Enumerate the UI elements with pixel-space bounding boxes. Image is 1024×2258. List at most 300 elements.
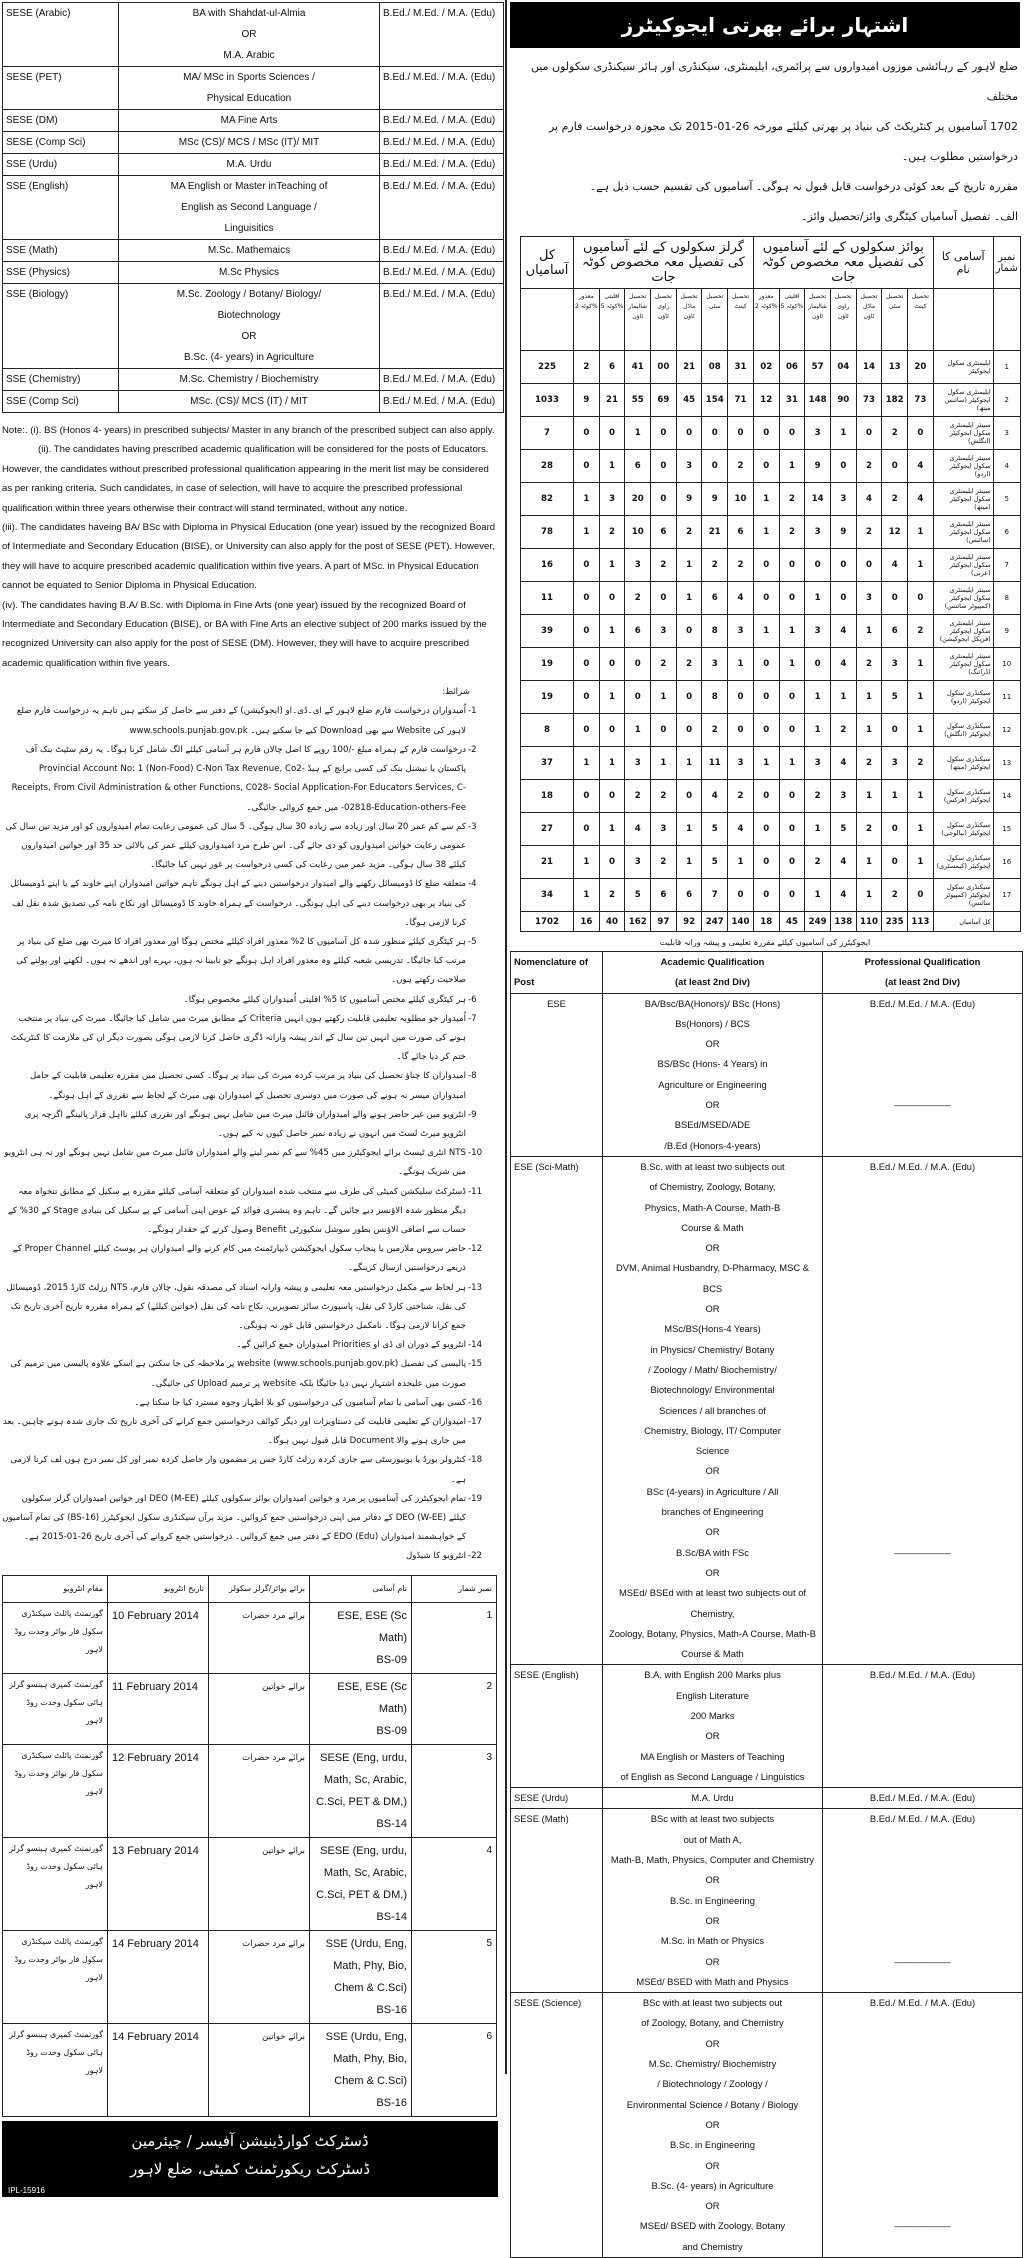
boys-vacancy-count: 6 — [882, 615, 908, 648]
professional-qualification — [823, 1788, 1023, 1809]
qualification-line — [826, 1177, 1019, 1197]
condition-text: NTS انٹری ٹیسٹ برائے ایجوکیٹرز میں 45% سے کم نمبر لینے والے امیدواران فائنل میرٹ میں شامل نہیں ہونگے اور نہ ہی انٹرویو میں شریک ہونگے۔ — [4, 1148, 466, 1178]
boys-vacancy-count: 2 — [856, 516, 882, 549]
condition-text: اُمیدوار جو مطلوبہ تعلیمی قابلیت رکھتے ہوں انہیں Criteria کے مطابق میرٹ میں شامل کیا جائیگا۔ میرٹ کی بنیاد پر منتخب ہونے کی صورت میں انہیں تین سال کے اندر پیشہ وارانہ ڈگری حاصل کرنا لازمی ہوگی بصورت دیگر ان کی ملازمت کا کنٹریکٹ ختم کر دیا جائے گا۔ — [10, 1013, 466, 1063]
schedule-header: تاریخ انٹرویو — [108, 1575, 209, 1602]
girls-vacancy-count: 5 — [702, 813, 728, 846]
girls-vacancy-count: 1 — [676, 813, 702, 846]
intro-line: مقررہ تاریخ کے بعد کوئی درخواست قابل قبول نہ ہوگی۔ آسامیوں کی تقسیم حسب ذیل ہے۔ — [589, 180, 1018, 193]
qualification-line — [826, 1014, 1019, 1034]
qualification-line: Course & Math — [681, 1221, 744, 1233]
interview-date: 13 February 2014 — [108, 1837, 209, 1930]
academic-qualification — [119, 176, 380, 240]
serial-number: 3 — [993, 417, 1020, 450]
girls-vacancy-count: 6 — [702, 582, 728, 615]
professional-qualification: B.Ed./ M.Ed. / M.A. (Edu) — [380, 67, 504, 110]
qualification-line: B.Sc/BA with FSc — [676, 1546, 749, 1558]
condition-number: -1 — [468, 706, 477, 717]
boys-vacancy-count: 1 — [753, 483, 779, 516]
interview-date: 10 February 2014 — [108, 1602, 209, 1673]
boys-vacancy-count: 9 — [830, 516, 856, 549]
boys-total: 235 — [882, 912, 908, 932]
boys-vacancy-count: 57 — [805, 351, 831, 384]
post-name: ایلیمنٹری سکول ایجوکیٹر (سائنس میتھ) — [933, 384, 993, 417]
boys-vacancy-count: 2 — [779, 516, 805, 549]
condition-text: درخواست فارم کے ہمراہ مبلغ -/100 روپے کا اصل چالان فارم ہر آسامی کیلئے الگ شامل کرنا ہوگا۔ یہ رقم سٹیٹ بنک آف پاکستان یا نیشنل بنک کی کسی برانچ کے ہیڈ Provincial Account No: 1 (Non-Food) C-Non Tax Revenue, Co2-Receipts, From Civil Administration & other Functions, C028- Social Application-For Educators Services, C-02818-Education-others-Fee- میں جمع کروائی جائیگی۔ — [11, 744, 466, 813]
qualification-line: MSc. (CS)/ MCS (IT) / MIT — [190, 396, 308, 407]
table-row — [3, 262, 504, 284]
post-name: SESE (PET) — [3, 67, 119, 110]
girls-vacancy-count: 3 — [651, 813, 677, 846]
boys-vacancy-count: 0 — [856, 549, 882, 582]
qualification-line — [826, 2176, 1019, 2196]
qualification-line: OR — [241, 29, 257, 40]
qualification-line: 200 Marks — [690, 1709, 735, 1721]
boys-vacancy-count: 2 — [856, 648, 882, 681]
total-vacancies: 19 — [521, 648, 574, 681]
qualification-line: —————— — [894, 1099, 951, 1111]
girls-vacancy-count: 0 — [676, 780, 702, 813]
post-line: BS-16 — [376, 2096, 407, 2109]
professional-qualification — [823, 993, 1023, 1156]
girls-vacancy-count: 4 — [728, 582, 754, 615]
professional-qualification: B.Ed./ M.Ed. / M.A. (Edu) — [380, 262, 504, 284]
qualification-line: BA with Shahdat-ul-Almia — [192, 8, 306, 19]
serial-number: 9 — [993, 615, 1020, 648]
boys-vacancy-count: 20 — [908, 351, 934, 384]
qualification-line: B.Sc. in Engineering — [670, 2139, 755, 2151]
boys-vacancy-count: 2 — [882, 879, 908, 912]
qualification-line: M.Sc. Chemistry/ Biochemistry — [648, 2058, 777, 2070]
serial-number: 4 — [412, 1837, 497, 1930]
boys-vacancy-count: 0 — [753, 879, 779, 912]
condition-number: -22 — [468, 1551, 483, 1562]
post-line: SSE (Urdu, Eng, — [325, 2030, 407, 2043]
condition-item — [2, 741, 500, 818]
serial-number: 14 — [993, 780, 1020, 813]
condition-text: کسی بھی آسامی یا تمام آسامیوں کی درخواستوں کو بلا اظہار وجوہ مسترد کیا جا سکتا ہے۔ — [134, 1397, 466, 1408]
qualification-line — [826, 2034, 1019, 2054]
post-line: Math) — [378, 1631, 407, 1644]
post-names — [310, 1602, 412, 1673]
post-name: SSE (Physics) — [3, 262, 119, 284]
condition-item — [2, 1010, 500, 1068]
girls-vacancy-count: 2 — [651, 648, 677, 681]
professional-qualification: B.Ed./ M.Ed. / M.A. (Edu) — [380, 132, 504, 154]
qualification-line: OR — [705, 1038, 720, 1050]
header-line: (at least 2nd Div) — [674, 976, 751, 988]
boys-vacancy-count: 0 — [779, 879, 805, 912]
condition-item — [2, 1336, 500, 1355]
intro-line: 1702 آسامیوں پر کنٹریکٹ کی بنیاد پر بھرتی کیلئے مورخہ 26-01-2015 تک مجوزہ درخواست فارم پر درخواستیں مطلوب ہیں۔ — [548, 120, 1018, 163]
boys-vacancy-count: 14 — [805, 483, 831, 516]
qualification-line: BSEd/MSED/ADE — [674, 1119, 751, 1131]
school-gender: برائے خواتین — [209, 1673, 310, 1744]
nomenclature-header: Nomenclature of Post — [511, 952, 603, 994]
boys-vacancy-count: 0 — [753, 648, 779, 681]
qualification-line — [826, 1279, 1019, 1299]
interview-venue: گورنمنٹ کمپری ہینسو گرلز ہائی سکول وحدت روڈ لاہور — [3, 1673, 108, 1744]
total-vacancies: 37 — [521, 747, 574, 780]
girls-vacancy-count: 0 — [702, 417, 728, 450]
professional-header — [823, 952, 1023, 994]
qualification-line — [826, 1830, 1019, 1850]
qualification-line — [826, 2135, 1019, 2155]
post-name: سیکنڈری سکول ایجوکیٹر (کمپیوٹر سائنس) — [933, 879, 993, 912]
girls-vacancy-count: 3 — [728, 747, 754, 780]
boys-vacancy-count: 1 — [805, 714, 831, 747]
quota-column-header: تحصیل راوی ٹاؤن — [651, 289, 677, 351]
girls-vacancy-count: 0 — [574, 417, 600, 450]
serial-number: 16 — [993, 846, 1020, 879]
post-line: BS-16 — [376, 2003, 407, 2016]
qualification-line: / Biotechnology / Zoology / — [657, 2078, 768, 2090]
qualification-line — [826, 1911, 1019, 1931]
boys-vacancy-count: 1 — [908, 846, 934, 879]
post-names — [310, 2023, 412, 2116]
qualification-line: —————— — [894, 1546, 951, 1558]
footer-signature — [2, 2121, 498, 2197]
subheader-blank — [521, 289, 574, 351]
qualification-line: B.Ed./ M.Ed. / M.A. (Edu) — [869, 1997, 976, 2009]
girls-vacancy-count: 0 — [728, 681, 754, 714]
boys-vacancy-count: 1 — [856, 780, 882, 813]
boys-vacancy-count: 1 — [856, 879, 882, 912]
right-column — [510, 0, 1022, 2258]
quota-column-header: تحصیل شالیمار ٹاؤن — [625, 289, 651, 351]
qualification-line: M.Sc. in Math or Physics — [660, 1935, 765, 1947]
girls-vacancy-count: 1 — [625, 417, 651, 450]
girls-vacancy-count: 08 — [702, 351, 728, 384]
girls-vacancy-count: 10 — [625, 516, 651, 549]
post-line: SESE (Eng, urdu, — [320, 1844, 407, 1857]
post-name: SSE (Biology) — [3, 284, 119, 369]
academic-qualification — [119, 110, 380, 132]
qualification-line: Environmental Science / Botany / Biology — [626, 2098, 799, 2110]
boys-vacancy-count: 2 — [908, 615, 934, 648]
girls-vacancy-count: 2 — [599, 879, 625, 912]
condition-text: ہر کیٹگری کیلئے منظور شدہ کل آسامیوں کا 2% معذور افراد کیلئے مختص ہوگا اور معذور افراد کا میرٹ بھی ضلع کی بنیاد پر مرتب کیا جائیگا۔ تدریسی شعبہ کیلئے وہ معذور افراد اہل ہونگے جو نابینا نہ ہوں، بہرے اور اندھے نہ ہوں۔ لکھنے اور بولنے کی صلاحیت رکھتے ہوں۔ — [16, 936, 466, 986]
condition-item — [2, 1355, 500, 1393]
qualification-line: B.Sc. with at least two subjects out — [640, 1160, 785, 1172]
boys-vacancy-count: 2 — [779, 483, 805, 516]
girls-vacancy-count: 3 — [625, 549, 651, 582]
boys-vacancy-count: 1 — [753, 516, 779, 549]
boys-vacancy-count: 1 — [856, 714, 882, 747]
boys-vacancy-count: 1 — [753, 615, 779, 648]
qualification-line: M.Sc. Zoology / Botany/ Biology/ — [176, 289, 322, 300]
vacancy-row — [521, 549, 1021, 582]
left-column — [0, 0, 505, 2197]
boys-vacancy-count: 3 — [830, 483, 856, 516]
girls-vacancy-count: 3 — [625, 747, 651, 780]
academic-qualification — [119, 132, 380, 154]
boys-vacancy-count: 0 — [779, 582, 805, 615]
table-row — [3, 240, 504, 262]
qualification-line: Biotechnology/ Environmental — [650, 1384, 775, 1396]
girls-total: 247 — [702, 912, 728, 932]
girls-vacancy-count: 1 — [574, 747, 600, 780]
school-gender: برائے خواتین — [209, 2023, 310, 2116]
boys-vacancy-count: 4 — [830, 648, 856, 681]
boys-total: 249 — [805, 912, 831, 932]
boys-vacancy-count: 02 — [753, 351, 779, 384]
condition-text: ہر لحاظ سے مکمل درخواستیں معہ تعلیمی و پیشہ وارانہ اسناد کی مصدقہ نقول، چالان فارم، NTS رزلٹ کارڈ 2015، ڈومیسائل کی نقل، شناختی کارڈ کی نقل، پاسپورٹ سائز تصویریں، نکاح نامہ کی نقل (خواتین کیلئے) کے ہمراہ مقررہ تاریخ آخری تاریخ تک جمع کرانا لازمی ہوگا۔ نامکمل درخواستیں قابل غور نہ ہونگی۔ — [6, 1282, 466, 1331]
qualification-line — [826, 1401, 1019, 1421]
qualification-line: B.Sc. in Engineering — [670, 1894, 755, 1906]
qualification-line — [826, 1340, 1019, 1360]
girls-vacancy-count: 0 — [702, 450, 728, 483]
serial-number: 17 — [993, 879, 1020, 912]
qualification-line — [826, 1891, 1019, 1911]
qualification-line: B.Ed./ M.Ed. / M.A. (Edu) — [869, 1792, 976, 1804]
girls-vacancy-count: 4 — [728, 813, 754, 846]
interview-venue: گورنمنٹ پائلٹ سیکنڈری سکول فار بوائز وحدت روڈ لاہور — [3, 1744, 108, 1837]
note-paragraph: (iv). The candidates having B.A/ B.Sc. with Diploma in Fine Arts (one year) issued by the recognized Board of Intermediate and Secondary Education (BISE), or BA with Fine Arts an elective subject of 200 marks issued by the recognized University can also apply for the post of SESE (DM). However, they will have to acquire prescribed academic qualification within five years. — [2, 599, 487, 669]
qualification-line: B.Sc. (4- years) in Agriculture — [183, 352, 315, 363]
boys-vacancy-count: 5 — [830, 813, 856, 846]
boys-vacancy-count: 0 — [753, 681, 779, 714]
condition-number: -7 — [468, 1013, 477, 1024]
condition-item — [2, 818, 500, 876]
boys-vacancy-count: 73 — [908, 384, 934, 417]
boys-vacancy-count: 1 — [856, 681, 882, 714]
boys-vacancy-count: 2 — [882, 417, 908, 450]
total-vacancies: 8 — [521, 714, 574, 747]
boys-vacancy-count: 0 — [753, 780, 779, 813]
boys-vacancy-count: 0 — [882, 450, 908, 483]
serial-number: 1 — [993, 351, 1020, 384]
post-name: SSE (Urdu) — [3, 154, 119, 176]
academic-qualification — [119, 3, 380, 67]
boys-vacancy-count: 0 — [753, 450, 779, 483]
girls-total: 162 — [625, 912, 651, 932]
girls-vacancy-count: 1 — [574, 879, 600, 912]
professional-qualification: B.Ed./ M.Ed. / M.A. (Edu) — [380, 240, 504, 262]
post-name: ایلیمنٹری سکول ایجوکیٹر — [933, 351, 993, 384]
serial-number: 15 — [993, 813, 1020, 846]
vacancy-row — [521, 450, 1021, 483]
boys-vacancy-count: 0 — [753, 549, 779, 582]
condition-number: -10 — [468, 1148, 483, 1159]
girls-vacancy-count: 41 — [625, 351, 651, 384]
girls-vacancy-count: 2 — [728, 780, 754, 813]
girls-vacancy-count: 0 — [651, 450, 677, 483]
boys-vacancy-count: 2 — [830, 714, 856, 747]
post-nomenclature: SESE (English) — [511, 1665, 603, 1788]
qualification-line: English as Second Language / — [181, 202, 317, 213]
qualification-line: M.Sc. Chemistry / Biochemistry — [179, 374, 319, 385]
girls-vacancy-count: 2 — [625, 780, 651, 813]
post-line: C.Sci, PET & DM,) — [316, 1888, 407, 1901]
girls-vacancy-count: 0 — [574, 648, 600, 681]
qualification-row — [511, 1809, 1023, 1993]
header-line: Professional Qualification — [864, 956, 981, 967]
post-line: BS-09 — [376, 1653, 407, 1666]
qualification-line: Chemistry, Biology, IT/ Computer — [644, 1424, 781, 1436]
serial-number: 3 — [412, 1744, 497, 1837]
qualification-line — [826, 1075, 1019, 1095]
boys-vacancy-count: 0 — [779, 417, 805, 450]
girls-vacancy-count: 0 — [676, 681, 702, 714]
girls-vacancy-count: 00 — [651, 351, 677, 384]
post-name: SSE (Math) — [3, 240, 119, 262]
girls-vacancy-count: 1 — [728, 846, 754, 879]
footer-line-1: ڈسٹرکٹ کوارڈینیشن آفیسر / چیئرمین — [131, 2131, 369, 2150]
vacancy-table — [520, 236, 1021, 932]
school-gender: برائے مرد حضرات — [209, 1602, 310, 1673]
academic-qualification — [119, 154, 380, 176]
condition-item — [2, 1144, 500, 1182]
note-paragraph: (ii). The candidates having prescribed academic qualification will be considered for the posts of Educators. However, the candidates without prescribed professional qualification appearing in the merit list may be considered as per ranking criteria. Such candidates, in case of selection, will have to acquire the prescribed professional qualification within three years otherwise their contract will stand terminated, without any notice. — [2, 444, 489, 514]
condition-item — [2, 1394, 500, 1413]
qualification-row — [511, 1993, 1023, 2258]
girls-vacancy-count: 2 — [676, 648, 702, 681]
boys-vacancy-count: 12 — [882, 516, 908, 549]
qualification-line — [826, 1034, 1019, 1054]
boys-vacancy-count: 1 — [805, 681, 831, 714]
vacancy-row — [521, 780, 1021, 813]
girls-vacancy-count: 71 — [728, 384, 754, 417]
qualification-line: —————— — [894, 1955, 951, 1967]
girls-vacancy-count: 0 — [574, 582, 600, 615]
post-name: سیکنڈری سکول ایجوکیٹر (بیالوجی) — [933, 813, 993, 846]
girls-vacancy-count: 6 — [599, 351, 625, 384]
condition-number: -9 — [468, 1109, 477, 1120]
vacancy-row — [521, 714, 1021, 747]
post-name: سینئر ایلیمنٹری سکول ایجوکیٹر (کمپیوٹر سائنس) — [933, 582, 993, 615]
boys-vacancy-count: 1 — [830, 417, 856, 450]
girls-vacancy-count: 11 — [702, 747, 728, 780]
boys-vacancy-count: 148 — [805, 384, 831, 417]
girls-vacancy-count: 0 — [625, 681, 651, 714]
post-name: سینئر ایلیمنٹری سکول ایجوکیٹر (سائنس) — [933, 516, 993, 549]
post-name-header: آسامی کا نام — [933, 237, 993, 289]
girls-vacancy-count: 2 — [676, 516, 702, 549]
interview-date: 11 February 2014 — [108, 1673, 209, 1744]
qualification-line: M.A. Arabic — [223, 50, 275, 61]
quota-column-header: تحصیل راوی ٹاؤن — [830, 289, 856, 351]
qualification-line: BSc with at least two subjects — [650, 1813, 775, 1825]
footer-line-2: ڈسٹرکٹ ریکورٹمنٹ کمیٹی، ضلع لاہور — [129, 2159, 371, 2178]
qualification-line — [826, 1850, 1019, 1870]
girls-vacancy-count: 1 — [676, 549, 702, 582]
post-name: SESE (DM) — [3, 110, 119, 132]
qualification-row — [511, 1156, 1023, 1664]
boys-vacancy-count: 1 — [908, 681, 934, 714]
vacancy-row — [521, 417, 1021, 450]
girls-vacancy-count: 2 — [702, 549, 728, 582]
boys-vacancy-count: 0 — [779, 813, 805, 846]
school-gender: برائے مرد حضرات — [209, 1744, 310, 1837]
academic-qualification — [119, 67, 380, 110]
post-nomenclature: SESE (Math) — [511, 1809, 603, 1993]
vacancy-row — [521, 846, 1021, 879]
girls-vacancy-count: 0 — [574, 780, 600, 813]
post-line: C.Sci, PET & DM,) — [316, 1795, 407, 1808]
boys-vacancy-count: 0 — [753, 846, 779, 879]
post-name: SSE (Comp Sci) — [3, 391, 119, 413]
schedule-row — [3, 1673, 497, 1744]
qualification-line: OR — [705, 1730, 720, 1742]
qualification-row — [511, 993, 1023, 1156]
qualification-line — [826, 1360, 1019, 1380]
boys-vacancy-count: 0 — [779, 681, 805, 714]
vacancy-row — [521, 483, 1021, 516]
qualification-line: Agriculture or Engineering — [658, 1078, 767, 1090]
condition-text: کنٹرولر بورڈ یا یونیورسٹی سے جاری کردہ رزلٹ کارڈ جس پر مضمون وار حاصل کردہ نمبر اور کل نمبر درج ہوں لف کرنا لازمی ہے۔ — [10, 1455, 466, 1485]
boys-vacancy-count: 1 — [805, 582, 831, 615]
girls-vacancy-count: 1 — [574, 516, 600, 549]
serial-number: 7 — [993, 549, 1020, 582]
qualification-line: B.Ed./ M.Ed. / M.A. (Edu) — [869, 1813, 976, 1825]
condition-number: -13 — [468, 1282, 483, 1293]
vacancy-total-row — [521, 912, 1021, 932]
girls-vacancy-count: 1 — [676, 582, 702, 615]
condition-number: -19 — [468, 1493, 483, 1504]
qualification-line — [826, 1482, 1019, 1502]
ad-code: IPL-15916 — [8, 2185, 45, 2195]
girls-vacancy-count: 2 — [651, 549, 677, 582]
qualification-line: Course & Math — [681, 1648, 744, 1660]
boys-vacancy-count: 4 — [908, 450, 934, 483]
serial-number: 12 — [993, 714, 1020, 747]
girls-schools-header: گرلز سکولوں کے لئے آسامیوں کی تفصیل معہ مخصوص کوٹہ جات — [574, 237, 754, 289]
girls-vacancy-count: 10 — [728, 483, 754, 516]
vacancy-row — [521, 384, 1021, 417]
quota-column-header: تحصیل شالیمار ٹاؤن — [805, 289, 831, 351]
qualification-line — [826, 1522, 1019, 1542]
qualification-line — [826, 1502, 1019, 1522]
condition-number: -17 — [468, 1417, 483, 1427]
boys-vacancy-count: 0 — [830, 549, 856, 582]
qualification-line: /B.Ed (Honors-4-years) — [664, 1139, 761, 1151]
girls-vacancy-count: 2 — [651, 780, 677, 813]
post-line: Math, Phy, Bio, — [333, 1959, 407, 1972]
column-divider — [505, 0, 507, 2074]
qualification-line — [826, 2013, 1019, 2033]
serial-number: 5 — [412, 1930, 497, 2023]
condition-item — [2, 702, 500, 740]
qualification-line: MSEd/ BSED with Zoology, Botany — [639, 2220, 786, 2232]
table-row — [3, 67, 504, 110]
condition-item — [2, 1240, 500, 1278]
boys-vacancy-count: 0 — [908, 879, 934, 912]
total-vacancies: 21 — [521, 846, 574, 879]
serial-number: 5 — [993, 483, 1020, 516]
serial-number: 2 — [993, 384, 1020, 417]
professional-qualification: B.Ed./ M.Ed. / M.A. (Edu) — [380, 391, 504, 413]
academic-qualification — [603, 1809, 823, 1993]
school-gender: برائے خواتین — [209, 1837, 310, 1930]
qualification-line: OR — [705, 2037, 720, 2049]
subheader-blank — [933, 289, 993, 351]
post-names — [310, 1744, 412, 1837]
condition-text: تمام ایجوکیٹرز کی آسامیوں پر مرد و خواتین امیدواران بوائز سکولوں کیلئے DEO (M-EE) اور خواتین امیدواران گرلز سکولوں کیلئے DEO (W-EE) کے دفاتر میں اپنی درخواستیں جمع کروائیں۔ مزید برآں سیکنڈری سکول ایجوکیٹرز (BS-16) کی تمام آسامیوں کے خواہشمند امیدواران EDO (Edu) کے دفتر میں جمع کروائیں۔ درخواستیں جمع کروانے کی آخری تاریخ 26-01-2015 ہے۔ — [2, 1493, 466, 1543]
boys-vacancy-count: 2 — [856, 747, 882, 780]
boys-total: 18 — [753, 912, 779, 932]
qualification-line: of English as Second Language / Linguistics — [620, 1770, 805, 1782]
boys-vacancy-count: 3 — [856, 582, 882, 615]
boys-vacancy-count: 5 — [882, 681, 908, 714]
qualification-line: MSc/BS(Hons-4 Years) — [664, 1323, 761, 1335]
qualification-line — [826, 1421, 1019, 1441]
qualification-line — [826, 2115, 1019, 2135]
boys-vacancy-count: 9 — [805, 450, 831, 483]
boys-vacancy-count: 182 — [882, 384, 908, 417]
total-vacancies: 225 — [521, 351, 574, 384]
condition-item — [2, 1547, 500, 1566]
